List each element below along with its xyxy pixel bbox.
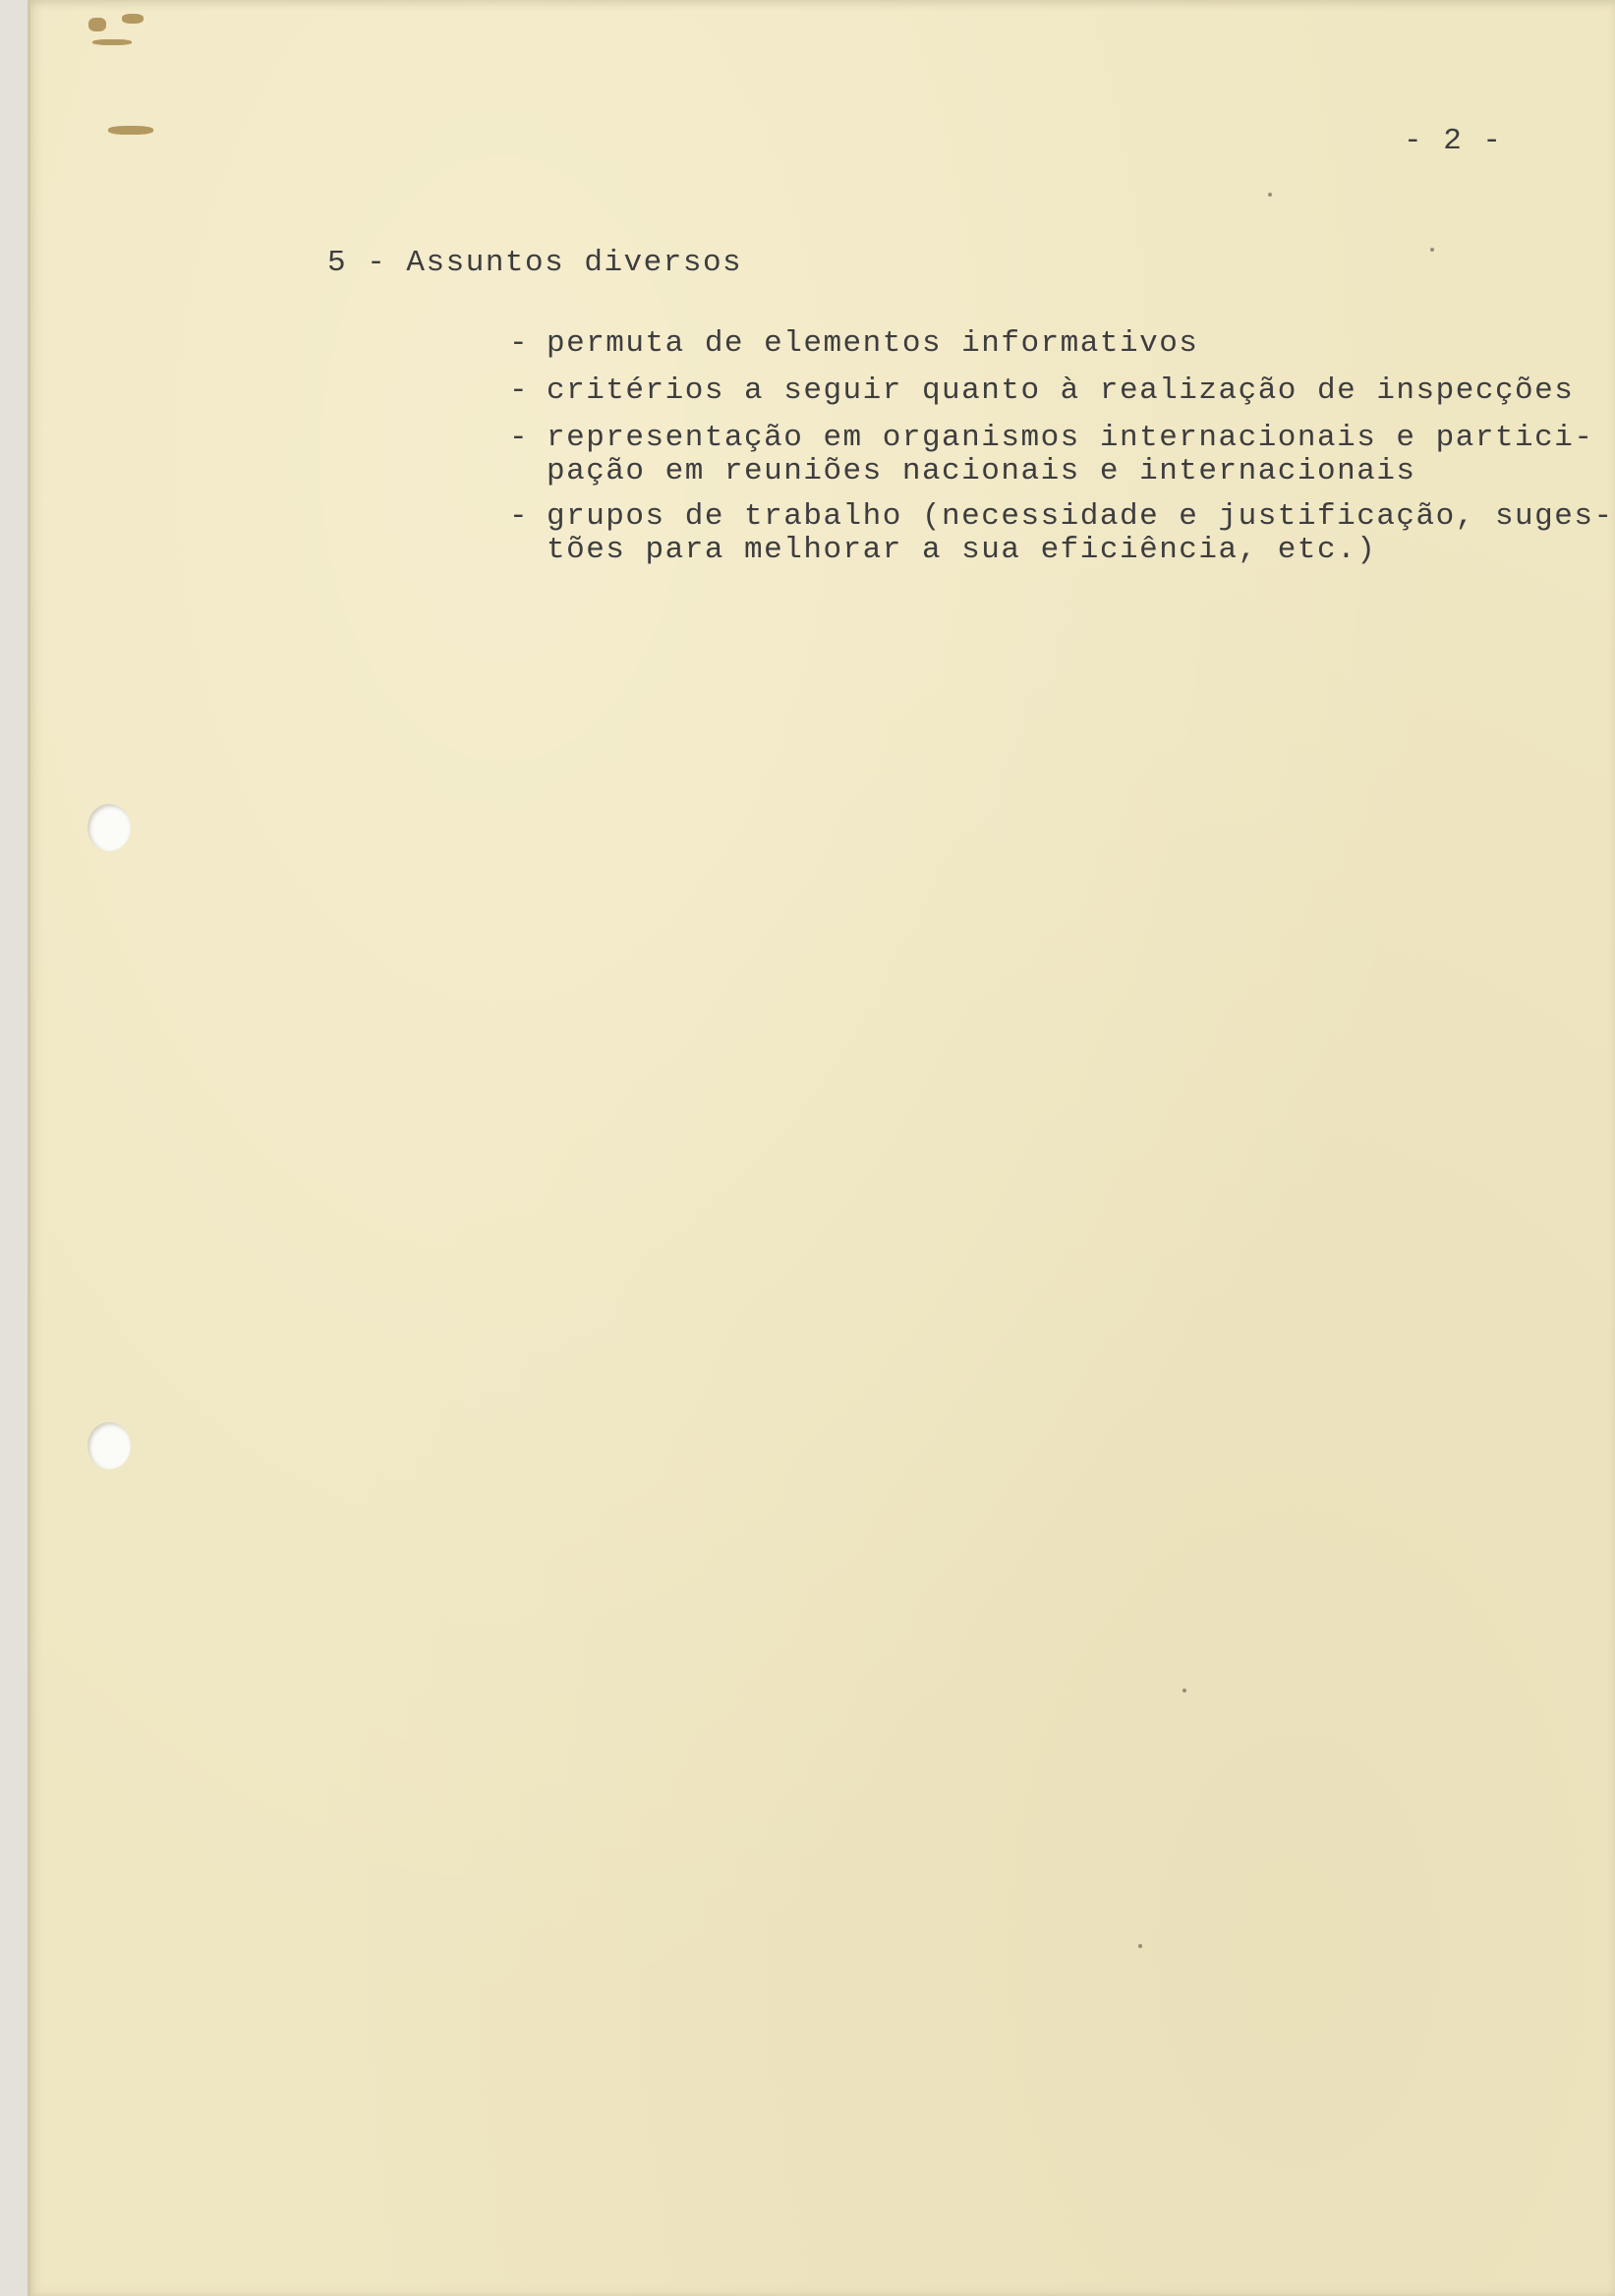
staple-mark [108, 126, 153, 135]
agenda-item [509, 499, 1614, 566]
punch-hole [87, 1422, 131, 1469]
agenda-item [509, 373, 1614, 409]
agenda-item [509, 421, 1614, 488]
paper-speck [1182, 1689, 1186, 1693]
item-dash: - [509, 421, 528, 455]
punch-hole [87, 804, 131, 851]
item-line-continuation: tões para melhorar a sua eficiência, etc.) [547, 533, 1377, 567]
agenda-item-list [509, 326, 1614, 578]
agenda-item [509, 326, 1614, 362]
page-edge-shadow [28, 0, 30, 2296]
staple-mark [88, 18, 106, 31]
item-dash: - [509, 326, 528, 361]
paper-speck [1268, 193, 1272, 197]
paper-speck [1138, 1944, 1142, 1948]
item-line-continuation: pação em reuniões nacionais e internacionais [547, 454, 1416, 488]
item-line: critérios a seguir quanto à realização de inspecções [547, 373, 1575, 408]
staple-mark [122, 14, 144, 24]
section-heading: 5 - Assuntos diversos [327, 246, 743, 280]
paper-speck [1430, 248, 1434, 252]
staple-mark [92, 39, 132, 45]
document-page [28, 0, 1615, 2296]
item-dash: - [509, 499, 528, 534]
item-line: representação em organismos internacionais e partici- [547, 421, 1594, 455]
item-line: grupos de trabalho (necessidade e justificação, suges- [547, 499, 1614, 534]
item-line: permuta de elementos informativos [547, 326, 1199, 361]
item-dash: - [509, 373, 528, 408]
page-number: - 2 - [1404, 124, 1503, 158]
